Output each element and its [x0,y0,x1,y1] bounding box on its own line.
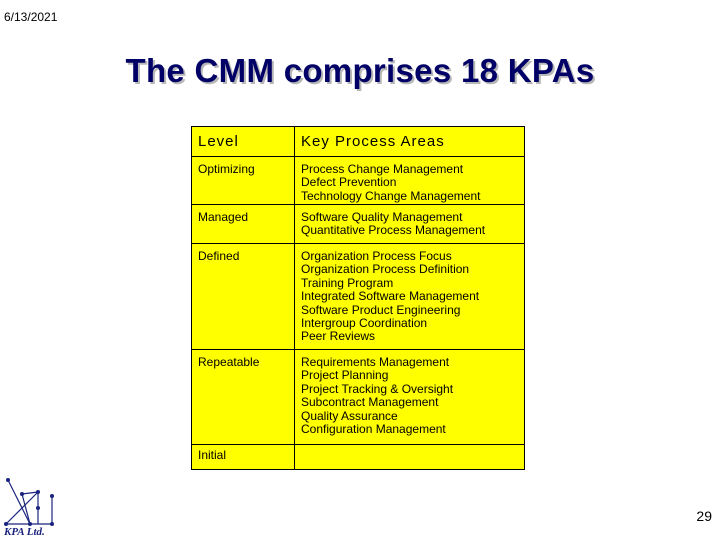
kpa-item: Configuration Management [301,422,446,437]
kpa-item: Project Tracking & Oversight [301,381,454,396]
kpa-item: Software Product Engineering [301,302,461,317]
kpa-item: Defect Prevention [301,175,397,190]
kpa-item: Requirements Management [301,355,450,369]
kpa-item: Integrated Software Management [301,289,480,304]
table-row [192,157,525,205]
kpa-item: Training Program [301,275,394,290]
kpa-item: Quantitative Process Management [301,223,486,238]
table-row [192,445,525,470]
kpa-item: Software Quality Management [301,210,463,224]
level-label: Optimizing [198,162,255,176]
level-label: Initial [198,448,227,462]
kpa-item: Organization Process Definition [301,262,470,277]
kpa-item: Organization Process Focus [301,249,452,263]
page-number: 29 [696,508,712,524]
kpa-list [301,244,524,344]
table-row [192,244,525,350]
header-level: Level [198,133,239,150]
kpa-item: Peer Reviews [301,329,376,344]
slide-date: 6/13/2021 [4,10,58,24]
kpa-item: Quality Assurance [301,408,398,423]
logo-text: KPA Ltd. [4,526,45,538]
kpa-item: Project Planning [301,368,389,383]
empty-kpa-cell [295,445,525,470]
kpa-table [191,126,525,470]
kpa-item: Intergroup Coordination [301,316,428,331]
table-header-row [192,127,525,157]
header-key-process-areas: Key Process Areas [301,133,445,150]
slide-title: The CMM comprises 18 KPAs [125,52,595,89]
kpa-list [301,350,524,436]
table-row [192,205,525,244]
kpa-item: Technology Change Management [301,188,481,203]
level-label: Repeatable [198,355,260,369]
kpa-item: Process Change Management [301,162,464,176]
level-label: Defined [198,249,240,263]
kpa-item: Subcontract Management [301,395,439,410]
table-row [192,350,525,445]
kpa-list [301,205,524,238]
kpa-list [301,157,524,203]
level-label: Managed [198,210,249,224]
